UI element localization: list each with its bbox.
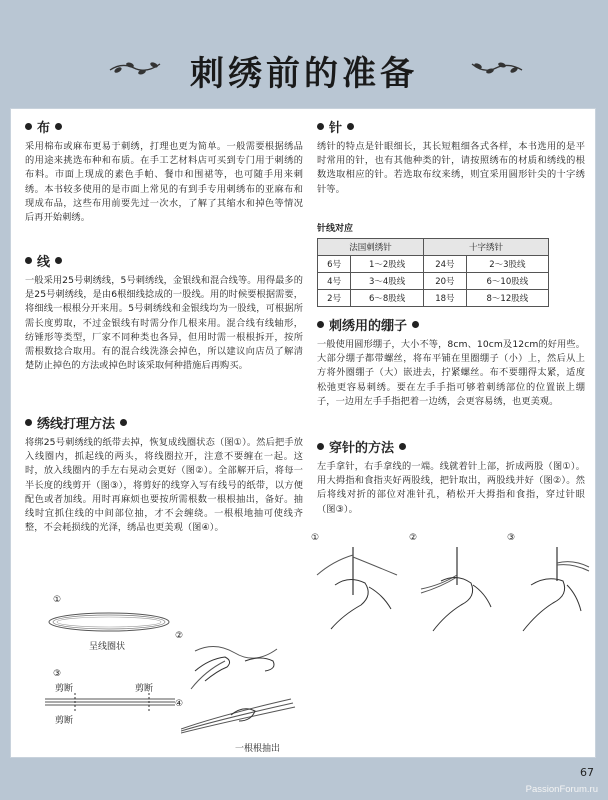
heading-text: 穿针的方法 xyxy=(329,441,395,456)
bullet-icon xyxy=(120,419,127,426)
section-text: 左手拿针，右手拿线的一端。线就着针上部，折成两股（图①）。用大拇指和食指夹好两股线，把针取出，两股线并好（图②）。然后将线对折的部位对准针孔，稍松开大拇指和食指，穿过针眼（图③）。 xyxy=(317,461,585,515)
figure-number: ① xyxy=(311,533,320,543)
leaf-ornament-right-icon xyxy=(470,56,524,78)
page-title: 刺绣前的准备 xyxy=(190,54,418,94)
section-text: 将绑25号刺绣线的纸带去掉，恢复成线圈状态（图①）。然后把手放入线圈内，抓起线的两头，将线圈拉开，注意不要缠在一起。这时，放入线圈内的手左右晃动会更好（图②）。全部解开后，将每一半长度的线剪开（图③），将剪好的线穿入写有线号的纸带，以方便配色或者加线。用时再麻烦也要按所需根数一根根抽出，备好。抽线时宜抓住线的中间部位抽，才不会缠绕。一根根地抽可使线齐整，不会耗损线的光泽，绣品也更美观（图④）。 xyxy=(25,437,303,534)
table-cell: 6～10股线 xyxy=(466,273,548,290)
section-heading xyxy=(317,117,585,136)
figure-label: 剪断 xyxy=(135,684,154,694)
bullet-icon xyxy=(317,321,324,328)
figure-number: ② xyxy=(175,631,184,641)
bullet-icon xyxy=(347,123,354,130)
bullet-icon xyxy=(399,443,406,450)
section-heading xyxy=(25,117,303,136)
section-heading xyxy=(317,437,585,456)
figure-number: ③ xyxy=(507,533,516,543)
section-text: 一般使用圆形绷子，大小不等，8cm、10cm及12cm的好用些。大部分绷子都带螺丝，将布平铺在里圈绷子（小）上，然后从上方将外圈绷子（大）嵌进去，拧紧螺丝。布不要绷得太紧，适度松弛更容易刺绣。要在左手手指可够着刺绣部位的位置嵌上绷子，一边用左手手指把着一边绣，会更容易绣，也更美观。 xyxy=(317,339,585,407)
table-cell: 1～2股线 xyxy=(351,256,424,273)
table-cell: 8～12股线 xyxy=(466,290,548,307)
heading-text: 针 xyxy=(329,121,343,136)
bullet-icon xyxy=(317,443,324,450)
figure-label: 剪断 xyxy=(55,716,74,726)
thread-through-eye-illustration xyxy=(507,545,593,633)
table-header-row xyxy=(318,239,549,256)
bullet-icon xyxy=(25,419,32,426)
section-hoop xyxy=(317,315,585,409)
figure-caption: 呈线圈状 xyxy=(89,642,126,652)
table-cell: 6～8股线 xyxy=(351,290,424,307)
bullet-icon xyxy=(317,123,324,130)
section-thread-care xyxy=(25,413,303,535)
table-cell: 24号 xyxy=(423,256,466,273)
thread-skein-illustration xyxy=(39,605,179,639)
table-header: 十字绣针 xyxy=(423,239,548,256)
table-cell: 18号 xyxy=(423,290,466,307)
bullet-icon xyxy=(25,257,32,264)
section-heading xyxy=(25,413,303,432)
section-heading xyxy=(317,315,585,334)
heading-text: 绣线打理方法 xyxy=(37,417,116,432)
table-cell: 3～4股线 xyxy=(351,273,424,290)
pinch-thread-illustration xyxy=(411,545,497,633)
section-needle xyxy=(317,117,585,197)
thread-care-figures xyxy=(25,595,303,755)
section-fabric xyxy=(25,117,303,225)
section-threading xyxy=(317,437,585,517)
heading-text: 刺绣用的绷子 xyxy=(329,319,408,334)
needle-fold-illustration xyxy=(313,545,399,633)
section-text: 绣针的特点是针眼细长，其长短粗细各式各样，本书选用的是平时常用的针，也有其他种类的针，请按照绣布的材质和绣线的根数选取相应的针。若选取布纹来绣，则宜采用圆形针尖的十字绣针等。 xyxy=(317,141,585,195)
section-thread xyxy=(25,251,303,373)
bullet-icon xyxy=(55,123,62,130)
figure-label: 剪断 xyxy=(55,684,74,694)
section-text: 采用棉布或麻布更易于刺绣，打理也更为简单。一般需要根据绣品的用途来挑选布种和布质。在手工艺材料店可买到专门用于刺绣的布料。市面上现成的素色手帕、餐巾和围裙等，也可随手用来刺绣。本书较多使用的是市面上常见的有到手专用刺绣布的亚麻布和现成布品，这些布用前要先过一次水，了解了其缩水和掉色等情况后再开始刺绣。 xyxy=(25,141,303,224)
table-cell: 2～3股线 xyxy=(466,256,548,273)
bullet-icon xyxy=(55,257,62,264)
bullet-icon xyxy=(25,123,32,130)
figure-number: ② xyxy=(409,533,418,543)
heading-text: 线 xyxy=(37,255,51,270)
section-heading xyxy=(25,251,303,270)
heading-text: 布 xyxy=(37,121,51,136)
bullet-icon xyxy=(412,321,419,328)
cut-threads-illustration xyxy=(45,693,175,711)
page-number: 67 xyxy=(580,766,594,779)
table-cell: 6号 xyxy=(318,256,351,273)
figure-number: ① xyxy=(53,595,62,605)
pulling-strand-illustration xyxy=(181,695,301,735)
table-row xyxy=(318,256,549,273)
figure-caption: 一根根抽出 xyxy=(235,744,281,754)
section-text: 一般采用25号刺绣线，5号刺绣线，金银线和混合线等。用得最多的是25号刺绣线，是由6根细线捻成的一股线。用的时候要根据需要，将细线一根根分开来用。5号刺绣线和金银线均为一股线，可根据所需长度剪取，不过金银线有时需分作几根来用。混合线有线轴形，纺锤形等类型，厂家不同种类也各异，但用时需一根根拆开，按所需根数捻合取用。有的混合线洗涤会掉色，所以建议向店员了解清楚防止掉色的方法或掉色时该采取何种措施后再购买。 xyxy=(25,275,303,372)
table-header: 法国刺绣针 xyxy=(318,239,424,256)
table-row xyxy=(318,290,549,307)
threading-figures xyxy=(311,533,591,643)
table-cell: 4号 xyxy=(318,273,351,290)
table-cell: 20号 xyxy=(423,273,466,290)
table-row xyxy=(318,273,549,290)
table-caption: 针线对应 xyxy=(317,224,354,234)
needle-thread-table xyxy=(317,238,549,307)
figure-number: ④ xyxy=(175,699,184,709)
figure-number: ③ xyxy=(53,669,62,679)
watermark: PassionForum.ru xyxy=(525,784,598,795)
needle-thread-table-block xyxy=(317,221,549,307)
table-cell: 2号 xyxy=(318,290,351,307)
hands-untangling-illustration xyxy=(185,631,285,693)
title-band xyxy=(0,0,608,108)
content-panel xyxy=(10,108,596,758)
